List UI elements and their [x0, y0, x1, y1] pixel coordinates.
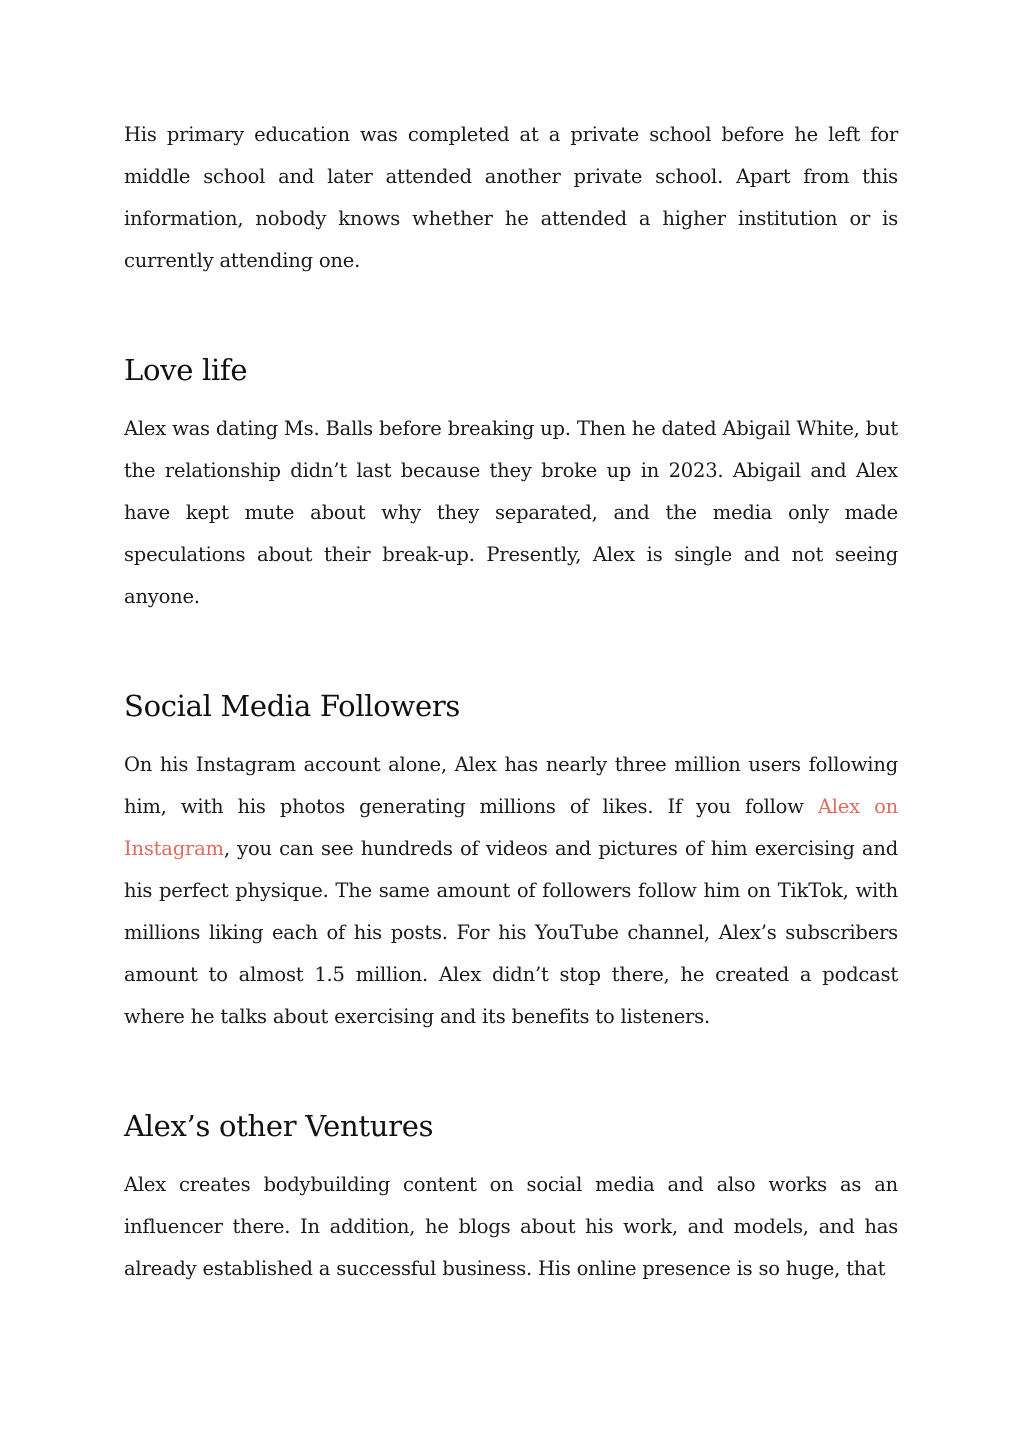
social-media-text-after-link: , you can see hundreds of videos and pictures of him exercising and his perfect physique. The same amount of followers follow him on TikTok, with millions liking each of his posts. For his YouTube channel, Alex’s subscribers amount to almost 1.5 million. Alex didn’t stop there, he created a podcast where he talks about exercising and its benefits to listeners. [124, 837, 898, 1028]
social-media-paragraph [124, 744, 898, 1038]
alex-instagram-link[interactable]: Alex on Instagram [124, 795, 898, 860]
social-media-heading: Social Media Followers [124, 689, 460, 723]
document-page [124, 114, 898, 1290]
other-ventures-paragraph: Alex creates bodybuilding content on social media and also works as an influencer there. In addition, he blogs about his work, and models, and has already established a successful business. His online presence is so huge, that [124, 1173, 898, 1280]
social-media-text-before-link: On his Instagram account alone, Alex has nearly three million users following him, with his photos generating millions of likes. If you follow [124, 753, 898, 818]
other-ventures-heading: Alex’s other Ventures [124, 1109, 434, 1143]
intro-paragraph: His primary education was completed at a private school before he left for middle school and later attended another private school. Apart from this information, nobody knows whether he attended a higher institution or is currently attending one. [124, 123, 898, 272]
love-life-heading: Love life [124, 353, 248, 387]
love-life-paragraph: Alex was dating Ms. Balls before breaking up. Then he dated Abigail White, but the relationship didn’t last because they broke up in 2023. Abigail and Alex have kept mute about why they separated, and the media only made speculations about their break-up. Presently, Alex is single and not seeing anyone. [124, 417, 898, 608]
